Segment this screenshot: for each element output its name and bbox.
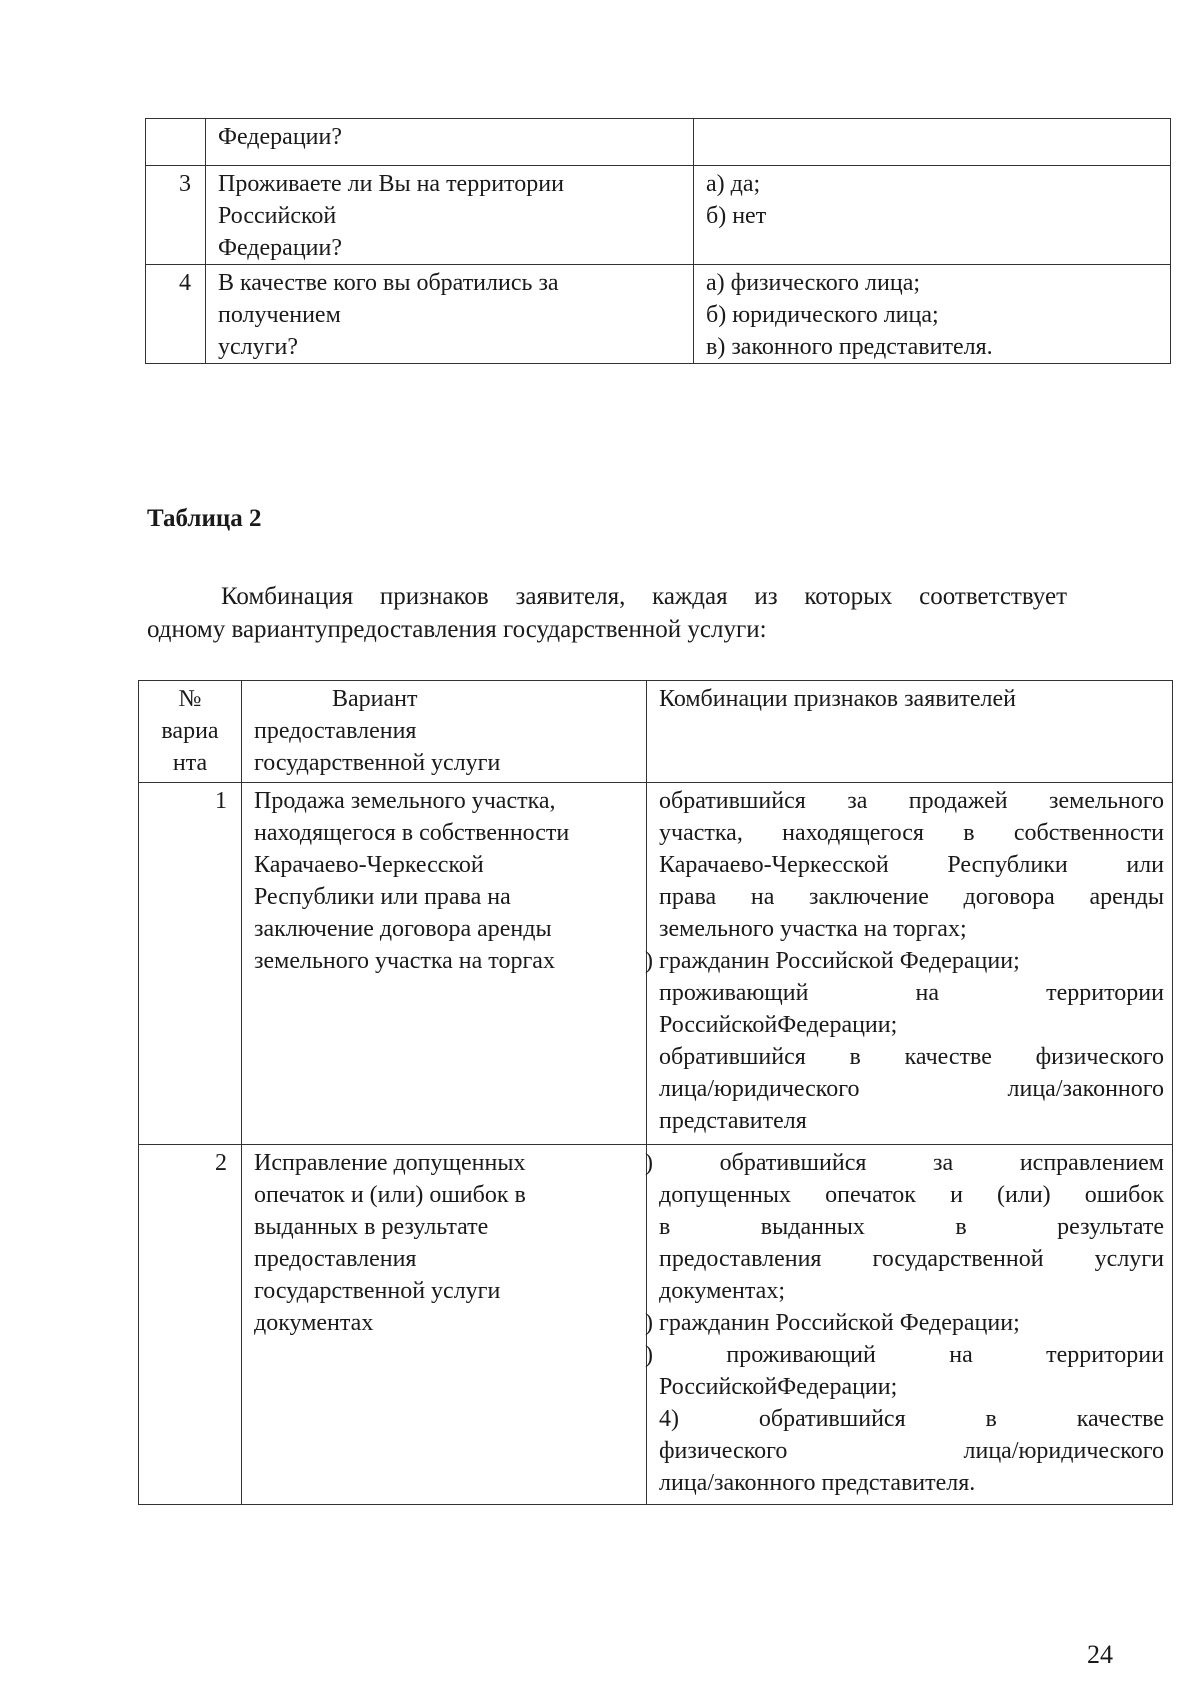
row-number: 3 — [146, 166, 206, 265]
answers-cell — [694, 119, 1171, 166]
variant-cell: Исправление допущенных опечаток и (или) ошибок в выданных в результате предоставления государственной услуги документах — [242, 1145, 647, 1505]
row-number: 2 — [139, 1145, 242, 1505]
row-number — [146, 119, 206, 166]
header-row — [139, 681, 1173, 783]
table-row — [139, 783, 1173, 1145]
variant-cell: Продажа земельного участка, находящегося в собственности Карачаево-Черкесской Республики или права на заключение договора аренды земельного участка на торгах — [242, 783, 647, 1145]
page-number: 24 — [1087, 1640, 1113, 1669]
question-cell: Проживаете ли Вы на территории Российской Федерации? — [206, 166, 694, 265]
intro-paragraph: Комбинация признаков заявителя, каждая из которых соответствует одному вариантупредоставления государственной услуги: — [147, 583, 1067, 643]
row-number: 1 — [139, 783, 242, 1145]
table-row — [146, 166, 1171, 265]
header-variant-number: № вариа нта — [139, 681, 242, 783]
table-row — [139, 1145, 1173, 1505]
combination-cell: обратившийся за продажей земельного участка, находящегося в собственности Карачаево-Черкесской Республики или права на заключение договора аренды земельного участка на торгах; ) гражданин Российской Федерации; проживающий на территории РоссийскойФедерации; обратившийся в качестве физического лица/юридического лица/законного представителя — [647, 783, 1173, 1145]
variants-table — [138, 680, 1173, 1505]
header-combination: Комбинации признаков заявителей — [647, 681, 1173, 783]
table-row — [146, 119, 1171, 166]
row-number: 4 — [146, 265, 206, 364]
table-row — [146, 265, 1171, 364]
question-cell: В качестве кого вы обратились за получением услуги? — [206, 265, 694, 364]
combination-cell: ) обратившийся за исправлением допущенных опечаток и (или) ошибок в выданных в результате предоставления государственной услуги документах; ) гражданин Российской Федерации; ) проживающий на территории РоссийскойФедерации; 4) обратившийся в качестве физического лица/юридического лица/законного представителя. — [647, 1145, 1173, 1505]
answers-cell: а) да; б) нет — [694, 166, 1171, 265]
header-variant: Вариант предоставления государственной услуги — [242, 681, 647, 783]
table-caption: Таблица 2 — [147, 505, 262, 532]
question-cell: Федерации? — [206, 119, 694, 166]
answers-cell: а) физического лица; б) юридического лица; в) законного представителя. — [694, 265, 1171, 364]
questions-table — [145, 118, 1171, 364]
